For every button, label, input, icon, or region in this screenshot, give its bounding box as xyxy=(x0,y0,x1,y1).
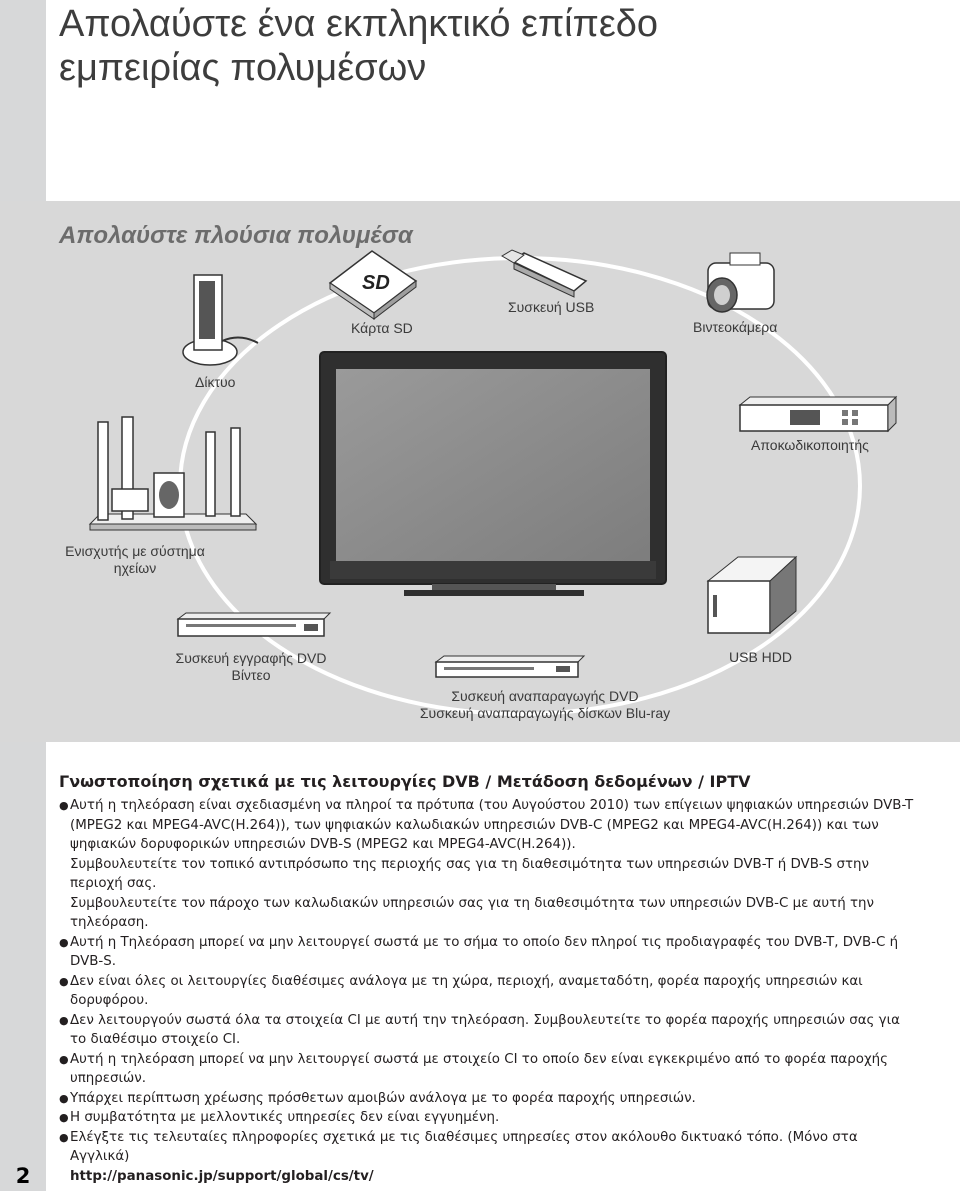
notice-item xyxy=(59,1128,919,1167)
sd-card-icon xyxy=(330,251,416,319)
notice-item xyxy=(59,1011,919,1050)
notice-item xyxy=(59,1050,919,1089)
notice-item xyxy=(59,894,919,933)
notice-item xyxy=(59,1089,919,1109)
bullet-icon: ● xyxy=(59,935,69,949)
label-recorder-line-1: Συσκευή εγγραφής DVD xyxy=(175,650,327,666)
speaker-system-icon xyxy=(90,417,256,530)
notice-item-text: Δεν λειτουργούν σωστά όλα τα στοιχεία CI με αυτή την τηλεόραση. Συμβουλευτείτε το φορέα παροχής υπηρεσιών σας για το διαθέσιμο στοιχείο CI. xyxy=(70,1012,900,1047)
dvd-recorder-icon xyxy=(178,613,330,636)
notice-item xyxy=(59,933,919,972)
label-player-line-2: Συσκευή αναπαραγωγής δίσκων Blu-ray xyxy=(419,705,671,721)
support-link[interactable]: http://panasonic.jp/support/global/cs/tv/ xyxy=(70,1168,374,1184)
notice-item-text: Υπάρχει περίπτωση χρέωσης πρόσθετων αμοιβών ανάλογα με το φορέα παροχής υπηρεσιών. xyxy=(70,1090,696,1106)
page-title xyxy=(59,2,658,90)
page-title-line-2: εμπειρίας πολυμέσων xyxy=(59,47,427,89)
dvd-player-icon xyxy=(436,656,584,677)
sd-logo: SD xyxy=(362,272,390,294)
notice-item-text: Συμβουλευτείτε τον πάροχο των καλωδιακών υπηρεσιών σας για τη διαθεσιμότητα των υπηρεσιών DVB-C με αυτή την τηλεόραση. xyxy=(70,895,875,930)
usb-hdd-icon xyxy=(708,557,796,633)
label-amplifier-line-2: ηχείων xyxy=(113,560,157,576)
notice-item-text: Ελέγξτε τις τελευταίες πληροφορίες σχετικά με τις διαθέσιμες υπηρεσίες στον ακόλουθο δικτυακό τόπο. (Μόνο στα Αγγλικά) xyxy=(70,1129,858,1164)
panel-heading: Απολαύστε πλούσια πολυμέσα xyxy=(59,222,413,249)
notice-item-text: Δεν είναι όλες οι λειτουργίες διαθέσιμες ανάλογα με τη χώρα, περιοχή, αναμεταδότη, φορέα παροχής υπηρεσιών και δορυφόρου. xyxy=(70,973,863,1008)
bullet-icon: ● xyxy=(59,1111,69,1124)
label-set-top-box: Αποκωδικοποιητής xyxy=(751,437,869,453)
label-player xyxy=(410,688,680,722)
label-usb-hdd: USB HDD xyxy=(729,649,793,665)
bullet-icon: ● xyxy=(59,1091,69,1105)
notice-item xyxy=(59,796,919,855)
label-amplifier-line-1: Ενισχυτής με σύστημα xyxy=(65,543,205,559)
notice-item-text: Συμβουλευτείτε τον τοπικό αντιπρόσωπο της περιοχής σας για τη διαθεσιμότητα των υπηρεσιών DVB-T ή DVB-S στην περιοχή σας. xyxy=(70,856,870,891)
notice-item-text: Η συμβατότητα με μελλοντικές υπηρεσίες δεν είναι εγγυημένη. xyxy=(70,1110,500,1125)
bullet-icon: ● xyxy=(59,799,69,812)
bullet-icon: ● xyxy=(59,974,69,988)
notice-item xyxy=(59,855,919,894)
notice-item xyxy=(59,1108,919,1128)
label-recorder xyxy=(161,650,341,684)
notice-item-text: Αυτή η Τηλεόραση μπορεί να μην λειτουργεί σωστά με το σήμα το οποίο δεν πληροί τις προδιαγραφές του DVB-T, DVB-C ή DVB-S. xyxy=(70,934,899,969)
notice-heading: Γνωστοποίηση σχετικά με τις λειτουργίες DVB / Μετάδοση δεδομένων / IPTV xyxy=(59,772,751,791)
multimedia-illustration xyxy=(0,201,960,742)
label-player-line-1: Συσκευή αναπαραγωγής DVD xyxy=(451,688,639,704)
page-title-line-1: Απολαύστε ένα εκπληκτικό επίπεδο xyxy=(59,3,659,45)
notice-item-text: Αυτή η τηλεόραση είναι σχεδιασμένη να πληροί τα πρότυπα (του Αυγούστου 2010) των επίγειων ψηφιακών υπηρεσιών DVB-T (MPEG2 και MPEG4-AVC(H.264)), των ψηφιακών καλωδιακών υπηρεσιών DVB-C (MPEG2 και MPEG4-AVC(H.264)) και των ψηφιακών δορυφορικών υπηρεσιών DVB-S (MPEG2 και MPEG4-AVC(H.264)). xyxy=(70,798,914,852)
notice-item xyxy=(59,1167,919,1187)
bullet-icon: ● xyxy=(59,1013,69,1027)
television-icon xyxy=(320,352,666,596)
notice-item-text: Αυτή η τηλεόραση μπορεί να μην λειτουργεί σωστά με στοιχείο CI το οποίο δεν είναι εγκεκριμένο από το φορέα παροχής υπηρεσιών. xyxy=(70,1051,889,1086)
label-network: Δίκτυο xyxy=(195,374,236,390)
page-number: 2 xyxy=(15,1164,31,1188)
label-amplifier xyxy=(60,543,210,577)
label-usb-device: Συσκευή USB xyxy=(508,299,595,315)
camcorder-icon xyxy=(707,253,774,312)
notice-item xyxy=(59,972,919,1011)
bullet-icon: ● xyxy=(59,1052,69,1066)
set-top-box-icon xyxy=(740,397,896,431)
label-sd-card: Κάρτα SD xyxy=(351,320,413,336)
dvb-notice xyxy=(59,772,919,1186)
label-camcorder: Βιντεοκάμερα xyxy=(693,319,778,335)
label-recorder-line-2: Βίντεο xyxy=(231,667,271,683)
bullet-icon: ● xyxy=(59,1130,69,1144)
